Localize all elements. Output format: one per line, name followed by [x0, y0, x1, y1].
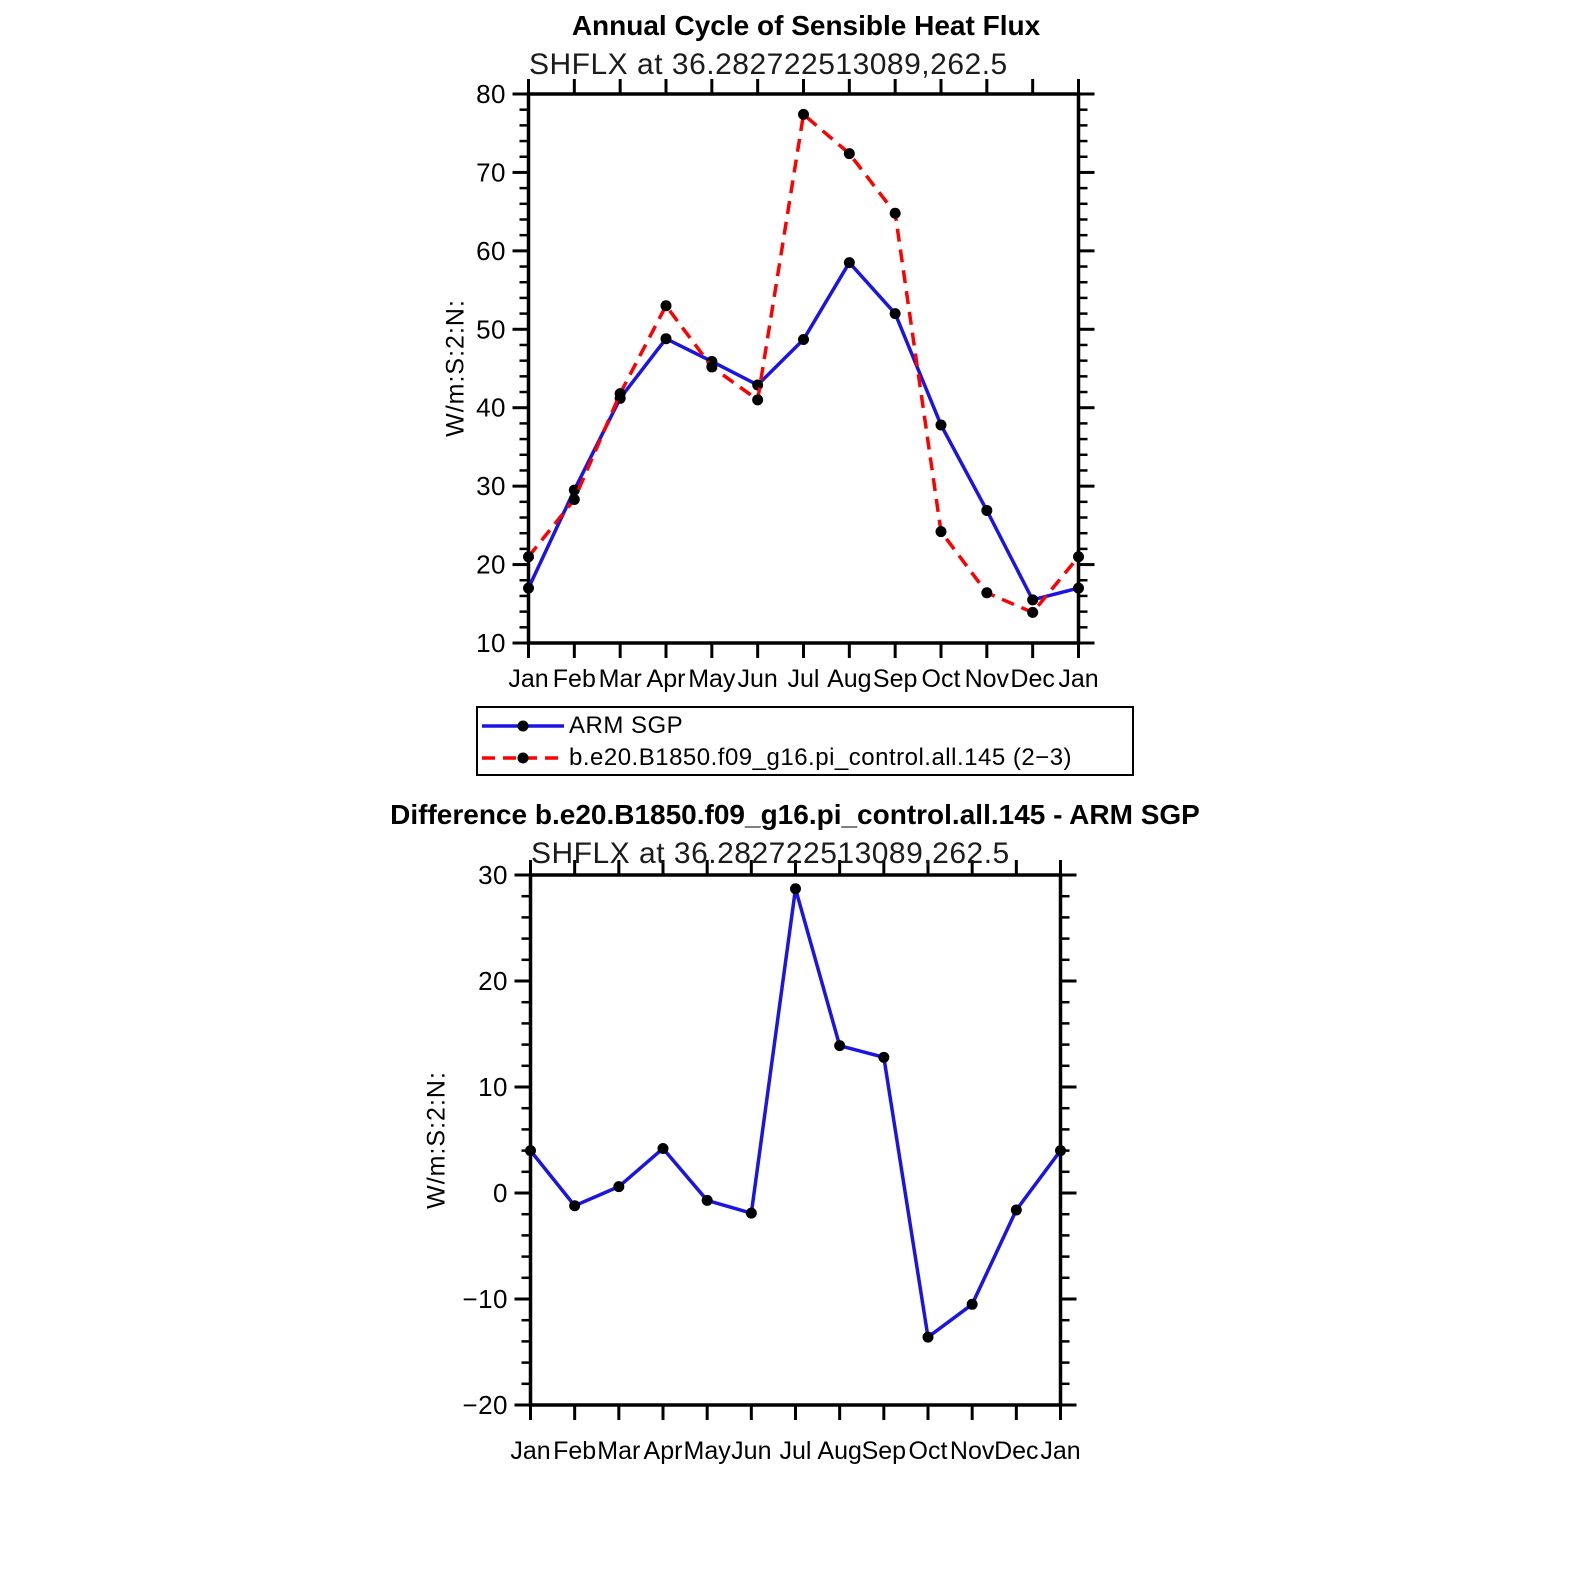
bottom-chart-x-tick-label: Jul [779, 1437, 812, 1465]
top-chart-series-markers-1 [523, 109, 1084, 618]
bottom-chart-y-axis-label: W/m:S:2:N: [422, 1071, 451, 1209]
top-chart-y-axis-label: W/m:S:2:N: [441, 299, 470, 437]
bottom-chart-y-tick-label: −20 [462, 1390, 508, 1420]
bottom-chart-series-line-0 [531, 889, 1061, 1337]
top-chart-x-tick-label: Oct [921, 665, 961, 693]
bottom-chart-x-tick-label: Nov [949, 1437, 995, 1465]
bottom-chart-x-tick-label: Jan [1040, 1437, 1081, 1465]
top-chart-y-minor-ticks [520, 110, 1088, 628]
bottom-chart-frame [531, 875, 1061, 1405]
top-chart-y-major-ticks [513, 94, 1095, 643]
top-chart-y-tick-label: 50 [476, 314, 506, 345]
top-chart-y-tick-label: 30 [476, 471, 506, 502]
top-chart-frame [529, 94, 1079, 643]
top-chart-x-tick-label: Jul [787, 665, 820, 693]
bottom-chart-x-tick-label: Jun [731, 1437, 772, 1465]
bottom-chart-y-minor-ticks [522, 896, 1070, 1384]
bottom-chart-y-tick-label: 20 [478, 966, 508, 996]
top-chart-x-tick-label: Nov [964, 665, 1010, 693]
legend-entry-model [481, 744, 1072, 772]
bottom-chart-x-tick-label: May [683, 1437, 731, 1465]
top-chart-y-tick-label: 10 [476, 628, 506, 658]
bottom-chart-x-tick-label: Aug [817, 1437, 862, 1465]
bottom-chart-x-tick-label: Apr [643, 1437, 683, 1465]
bottom-chart-plot [462, 860, 1080, 1465]
bottom-chart-y-tick-label: −10 [462, 1284, 508, 1314]
top-chart-y-tick-label: 60 [476, 235, 506, 266]
legend-entry-arm-sgp [481, 712, 683, 740]
bottom-chart-y-tick-label: 30 [478, 860, 508, 890]
top-chart-x-ticks [529, 79, 1079, 658]
top-chart-x-tick-label: Mar [598, 665, 642, 693]
bottom-chart-y-tick-labels [462, 860, 508, 1420]
top-chart-title: Annual Cycle of Sensible Heat Flux [571, 10, 1041, 41]
bottom-chart-title: Difference b.e20.B1850.f09_g16.pi_control.all.145 - ARM SGP [390, 799, 1200, 830]
top-chart-x-tick-label: Apr [646, 665, 686, 693]
bottom-chart-y-tick-label: 0 [493, 1178, 508, 1208]
top-chart-series-line-1 [529, 114, 1079, 612]
bottom-chart-x-tick-label: Sep [861, 1437, 907, 1465]
legend-solid-line-icon [481, 718, 567, 734]
top-chart-y-tick-label: 40 [476, 392, 506, 423]
bottom-chart-x-tick-label: Jan [510, 1437, 551, 1465]
top-chart-y-tick-label: 80 [476, 79, 506, 109]
legend-label-arm-sgp: ARM SGP [569, 712, 684, 739]
bottom-chart-x-tick-label: Mar [597, 1437, 641, 1465]
top-chart-subtitle: SHFLX at 36.282722513089,262.5 [529, 48, 1008, 81]
top-chart-x-tick-label: May [688, 665, 736, 693]
top-chart-series-markers-0 [523, 257, 1084, 605]
bottom-chart-x-ticks [531, 860, 1061, 1420]
bottom-chart-y-major-ticks [515, 875, 1077, 1405]
top-chart-y-tick-label: 70 [476, 157, 506, 188]
legend-dashed-line-icon [481, 750, 567, 766]
bottom-chart-x-tick-label: Oct [908, 1437, 948, 1465]
top-chart-series-line-0 [529, 263, 1079, 600]
top-chart-x-tick-label: Aug [827, 665, 872, 693]
legend-label-model: b.e20.B1850.f09_g16.pi_control.all.145 (2−3) [569, 744, 1073, 771]
legend-box [476, 706, 1134, 776]
bottom-chart-x-tick-label: Feb [553, 1437, 597, 1465]
bottom-chart-x-tick-labels [510, 1437, 1080, 1465]
top-chart-y-tick-label: 20 [476, 549, 506, 580]
top-chart-y-tick-labels [476, 79, 506, 658]
bottom-chart-x-tick-label: Dec [994, 1437, 1039, 1465]
bottom-chart-subtitle: SHFLX at 36.282722513089,262.5 [531, 837, 1010, 870]
top-chart-x-tick-label: Jan [1058, 665, 1099, 693]
top-chart-plot [476, 79, 1099, 693]
top-chart-x-tick-labels [508, 665, 1098, 693]
top-chart-x-tick-label: Jun [737, 665, 778, 693]
top-chart-x-tick-label: Jan [508, 665, 549, 693]
top-chart-x-tick-label: Sep [872, 665, 918, 693]
top-chart-x-tick-label: Feb [552, 665, 596, 693]
bottom-chart-y-tick-label: 10 [478, 1072, 508, 1102]
top-chart-x-tick-label: Dec [1010, 665, 1055, 693]
